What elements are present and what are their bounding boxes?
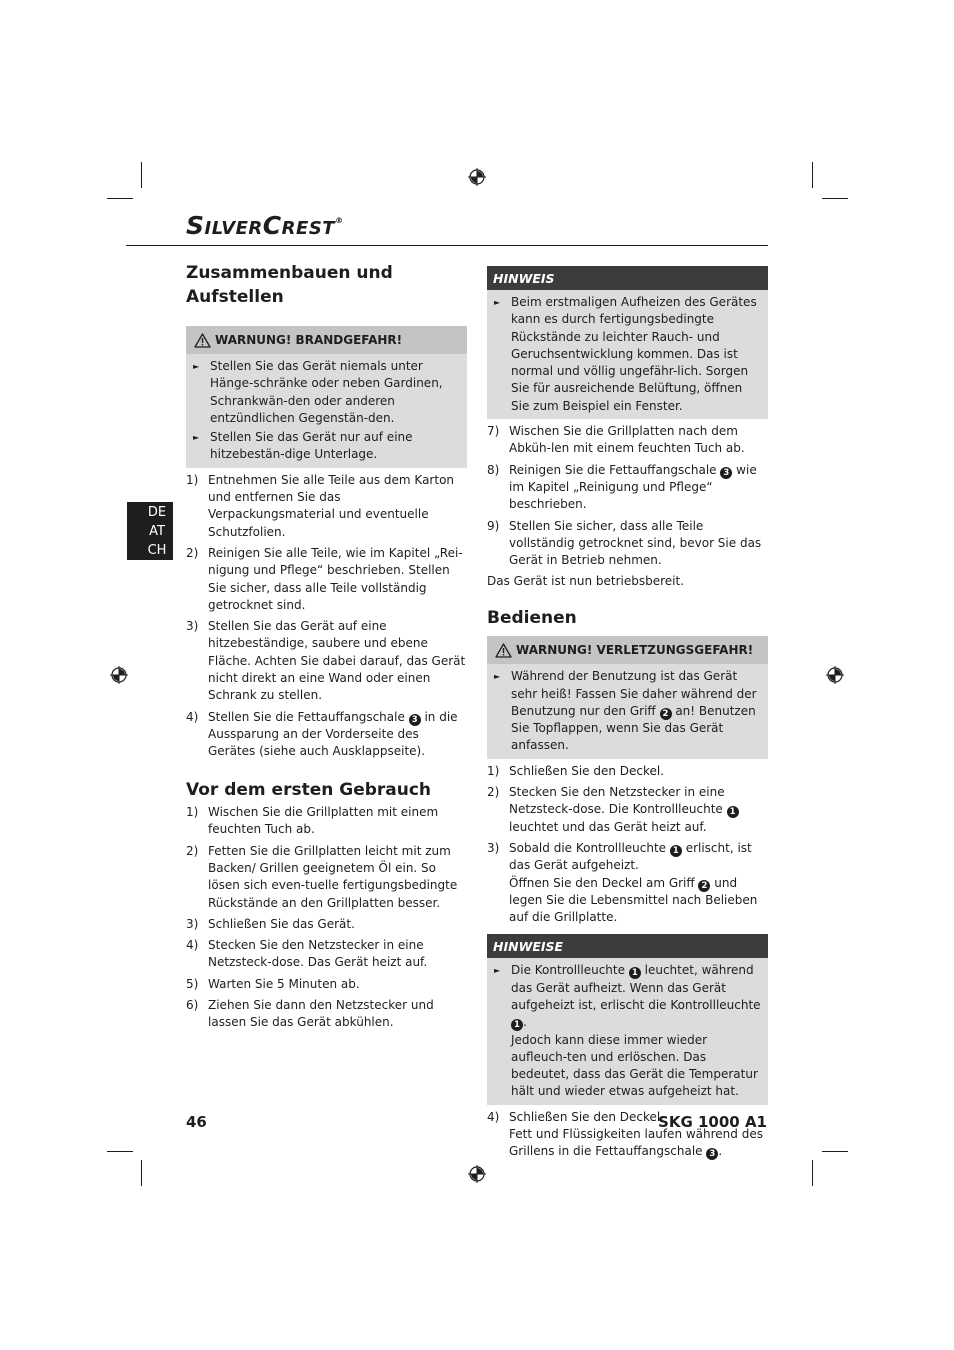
list-item: 2) Reinigen Sie alle Teile, wie im Kapitel „Rei-nigung und Pflege“ beschrieben. Stellen Sie sicher, dass alle Teile vollständig getrocknet sind. xyxy=(186,545,463,612)
crop-mark xyxy=(141,162,142,188)
section-title: Vor dem ersten Gebrauch xyxy=(186,779,432,800)
note-box-body xyxy=(487,290,768,419)
language-code: CH xyxy=(147,543,167,558)
registration-mark-icon xyxy=(467,167,487,187)
language-tab xyxy=(127,502,173,560)
callout-number-badge: 1 xyxy=(629,967,641,979)
registration-mark-icon xyxy=(467,1164,487,1184)
warning-title: WARNUNG! BRANDGEFAHR! xyxy=(215,333,403,347)
note-title: HINWEISE xyxy=(493,939,564,955)
arrow-bullet-icon: ► xyxy=(494,298,501,307)
list-item: 6) Ziehen Sie dann den Netzstecker und lassen Sie das Gerät abkühlen. xyxy=(186,998,434,1030)
language-code: DE xyxy=(147,505,167,520)
list-item: 5) Warten Sie 5 Minuten ab. xyxy=(186,976,360,991)
note-box xyxy=(487,934,768,1104)
registration-mark-icon xyxy=(109,665,129,685)
callout-number-badge: 3 xyxy=(706,1148,718,1160)
callout-number-badge: 2 xyxy=(698,880,710,892)
step-list xyxy=(487,763,768,927)
crop-mark xyxy=(822,1151,848,1152)
step-list xyxy=(487,423,768,569)
list-item: 1) Entnehmen Sie alle Teile aus dem Karton und entfernen Sie das Verpackungsmaterial und eventuelle Schutzfolien. xyxy=(186,472,455,539)
callout-number-badge: 3 xyxy=(720,467,732,479)
arrow-bullet-icon: ► xyxy=(494,672,501,682)
warning-box xyxy=(487,636,768,758)
ready-text: Das Gerät ist nun betriebsbereit. xyxy=(487,574,685,589)
note-box-header xyxy=(487,934,768,958)
section-title: Bedienen xyxy=(487,607,577,628)
crop-mark xyxy=(141,1160,142,1186)
warning-box-body xyxy=(487,664,768,758)
callout-number-badge: 1 xyxy=(511,1019,523,1031)
bullet-item: ► Während der Benutzung ist das Gerät sehr heiß! Fassen Sie daher während der Benutzung nur den Griff 2 an! Benutzen Sie Topflappen, wenn Sie das Gerät anfassen. xyxy=(493,668,762,754)
list-item: 3) Sobald die Kontrollleuchte 1 erlischt, ist das Gerät aufgeheizt. Öffnen Sie den Deckel am Griff 2 und legen Sie die Lebensmittel nach Belieben auf die Grillplatte. xyxy=(487,840,758,925)
bullet-item: ► Stellen Sie das Gerät nur auf eine hitzebestän-dige Unterlage. xyxy=(192,429,461,464)
bullet-item: ► Beim erstmaligen Aufheizen des Gerätes kann es durch fertigungsbedingte Rückstände zu leichter Rauch- und Geruchsentwicklung kommen. Das ist normal und völlig ungefähr-lich. Sorgen Sie für ausreichende Belüftung, öffnen Sie zum Beispiel ein Fenster. xyxy=(493,294,762,415)
callout-number-badge: 2 xyxy=(660,708,672,720)
note-box-header xyxy=(487,266,768,290)
arrow-bullet-icon: ► xyxy=(494,966,501,976)
crop-mark xyxy=(822,198,848,199)
callout-number-badge: 1 xyxy=(670,845,682,857)
list-item: 1) Wischen Sie die Grillplatten mit einem feuchten Tuch ab. xyxy=(186,805,439,837)
registration-mark-icon xyxy=(825,665,845,685)
list-item: 4) Stecken Sie den Netzstecker in eine Netzsteck-dose. Das Gerät heizt auf. xyxy=(186,938,428,970)
note-box-body xyxy=(487,958,768,1104)
step-list xyxy=(186,804,467,1032)
right-column xyxy=(487,266,768,1161)
language-code: AT xyxy=(149,524,165,539)
list-item: 4) Schließen Sie den Deckel. Fett und Flüssigkeiten laufen während des Grillens in die Fettauffangschale 3 . xyxy=(487,1109,763,1160)
warning-title: WARNUNG! VERLETZUNGSGEFAHR! xyxy=(516,643,754,658)
callout-number-badge: 3 xyxy=(409,714,421,726)
model-number: SKG 1000 A1 xyxy=(658,1113,767,1131)
crop-mark xyxy=(107,198,133,199)
list-item: 4) Stellen Sie die Fettauffangschale 3 in die Aussparung an der Vorderseite des Gerätes (siehe auch Ausklappseite). xyxy=(186,709,458,759)
list-item: 2) Fetten Sie die Grillplatten leicht mit zum Backen/ Grillen geeignetem Öl ein. So lösen sich even-tuelle fertigungsbedingte Rückstände an den Grillplatten besser. xyxy=(186,843,458,910)
list-item: 2) Stecken Sie den Netzstecker in eine Netzsteck-dose. Die Kontrollleuchte 1 leuchtet und das Gerät heizt auf. xyxy=(487,784,768,836)
list-item: 3) Stellen Sie das Gerät auf eine hitzebeständige, saubere und ebene Fläche. Achten Sie dabei darauf, das Gerät nicht direkt an eine Wand oder einen Schrank zu stellen. xyxy=(186,619,466,703)
header-rule xyxy=(126,245,768,246)
crop-mark xyxy=(107,1151,133,1152)
note-box xyxy=(487,266,768,419)
crop-mark xyxy=(812,1160,813,1186)
page-number: 46 xyxy=(186,1113,207,1131)
arrow-bullet-icon: ► xyxy=(193,433,200,443)
list-item: 1) Schließen Sie den Deckel. xyxy=(487,763,665,778)
step-list xyxy=(186,472,467,761)
warning-triangle-icon xyxy=(495,643,512,658)
bullet-item: ► Stellen Sie das Gerät niemals unter Hänge-schränke oder neben Gardinen, Schrankwän-den oder anderen entzündlichen Gegenstän-den. xyxy=(192,358,461,427)
list-item: 8) Reinigen Sie die Fettauffangschale 3 wie im Kapitel „Reinigung und Pflege“ beschrieben. xyxy=(487,462,757,512)
note-title: HINWEIS xyxy=(493,271,555,286)
list-item: 9) Stellen Sie sicher, dass alle Teile vollständig getrocknet sind, bevor Sie das Gerät in Betrieb nehmen. xyxy=(487,518,762,568)
crop-mark xyxy=(812,162,813,188)
brand-logo: SILVERCREST® xyxy=(186,211,344,240)
arrow-bullet-icon: ► xyxy=(193,362,200,371)
warning-box-body xyxy=(186,354,467,468)
warning-box-header xyxy=(487,636,768,664)
warning-triangle-icon xyxy=(194,333,211,348)
callout-number-badge: 1 xyxy=(727,806,739,818)
warning-box-header xyxy=(186,326,467,354)
left-column xyxy=(186,262,467,1032)
list-item: 3) Schließen Sie das Gerät. xyxy=(186,916,355,931)
section-title: Zusammenbauen und Aufstellen xyxy=(186,263,393,307)
bullet-item: ► Die Kontrollleuchte 1 leuchtet, während das Gerät aufheizt. Wenn das Gerät aufgeheizt ist, erlischt die Kontrollleuchte 1 . Jedoch kann diese immer wieder aufleuch-ten und erlöschen. Das bedeutet, dass das Gerät die Temperatur hält und wieder etwas aufgeheizt hat. xyxy=(493,962,762,1100)
warning-box xyxy=(186,326,467,468)
list-item: 7) Wischen Sie die Grillplatten nach dem Abküh-len mit einem feuchten Tuch ab. xyxy=(487,424,745,456)
